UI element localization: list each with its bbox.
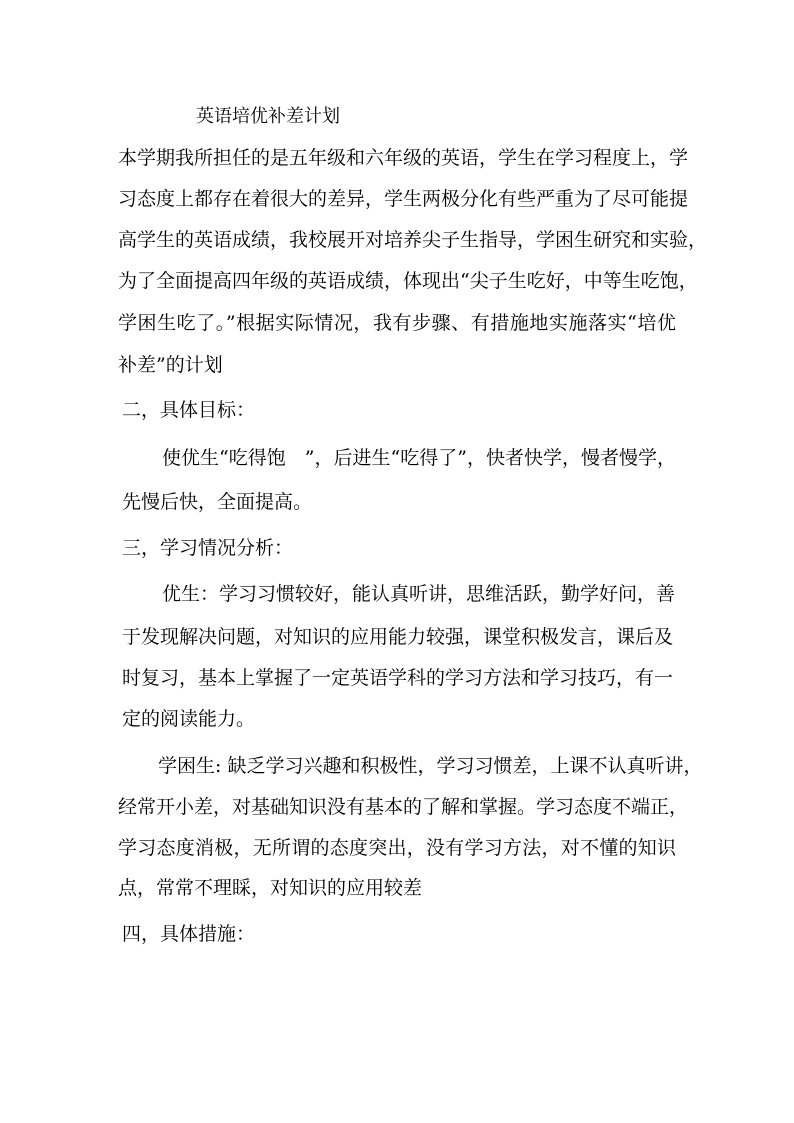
section-heading-analysis: 三，学习情况分析：	[122, 537, 294, 559]
section-heading-measures: 四，具体措施：	[122, 923, 256, 945]
good-students-line: 时复习，基本上掌握了一定英语学科的学习方法和学习技巧，有一	[122, 667, 674, 689]
goals-line: 使优生“吃得饱 ”，后进生“吃得了”，快者快学，慢者慢学，	[162, 447, 676, 469]
intro-line: 习态度上都存在着很大的差异，学生两极分化有些严重为了尽可能提	[118, 188, 689, 210]
section-heading-goals: 二，具体目标：	[122, 399, 256, 421]
weak-students-line: 点，常常不理睬，对知识的应用较差	[118, 877, 423, 899]
good-students-line: 定的阅读能力。	[122, 708, 256, 730]
intro-line: 学困生吃了。”根据实际情况，我有步骤、有措施地实施落实“培优	[118, 312, 676, 334]
weak-students-line: 学习态度消极，无所谓的态度突出，没有学习方法，对不懂的知识	[118, 837, 676, 859]
good-students-line: 于发现解决问题，对知识的应用能力较强，课堂积极发言，课后及	[122, 626, 674, 648]
document-title: 英语培优补差计划	[196, 106, 340, 127]
good-students-line: 优生：学习习惯较好，能认真听讲，思维活跃，勤学好问，善	[162, 583, 676, 605]
intro-line: 本学期我所担任的是五年级和六年级的英语，学生在学习程度上，学	[118, 147, 689, 169]
goals-line: 先慢后快，全面提高。	[122, 491, 313, 513]
intro-line: 补差”的计划	[118, 354, 223, 376]
weak-students-line: 学困生: 缺乏学习兴趣和积极性，学习习惯差，上课不认真听讲，	[158, 755, 703, 777]
intro-line: 高学生的英语成绩，我校展开对培养尖子生指导，学困生研究和实验，	[118, 229, 708, 251]
intro-line: 为了全面提高四年级的英语成绩，体现出“尖子生吃好，中等生吃饱，	[118, 270, 698, 292]
weak-students-line: 经常开小差，对基础知识没有基本的了解和掌握。学习态度不端正，	[118, 796, 689, 818]
